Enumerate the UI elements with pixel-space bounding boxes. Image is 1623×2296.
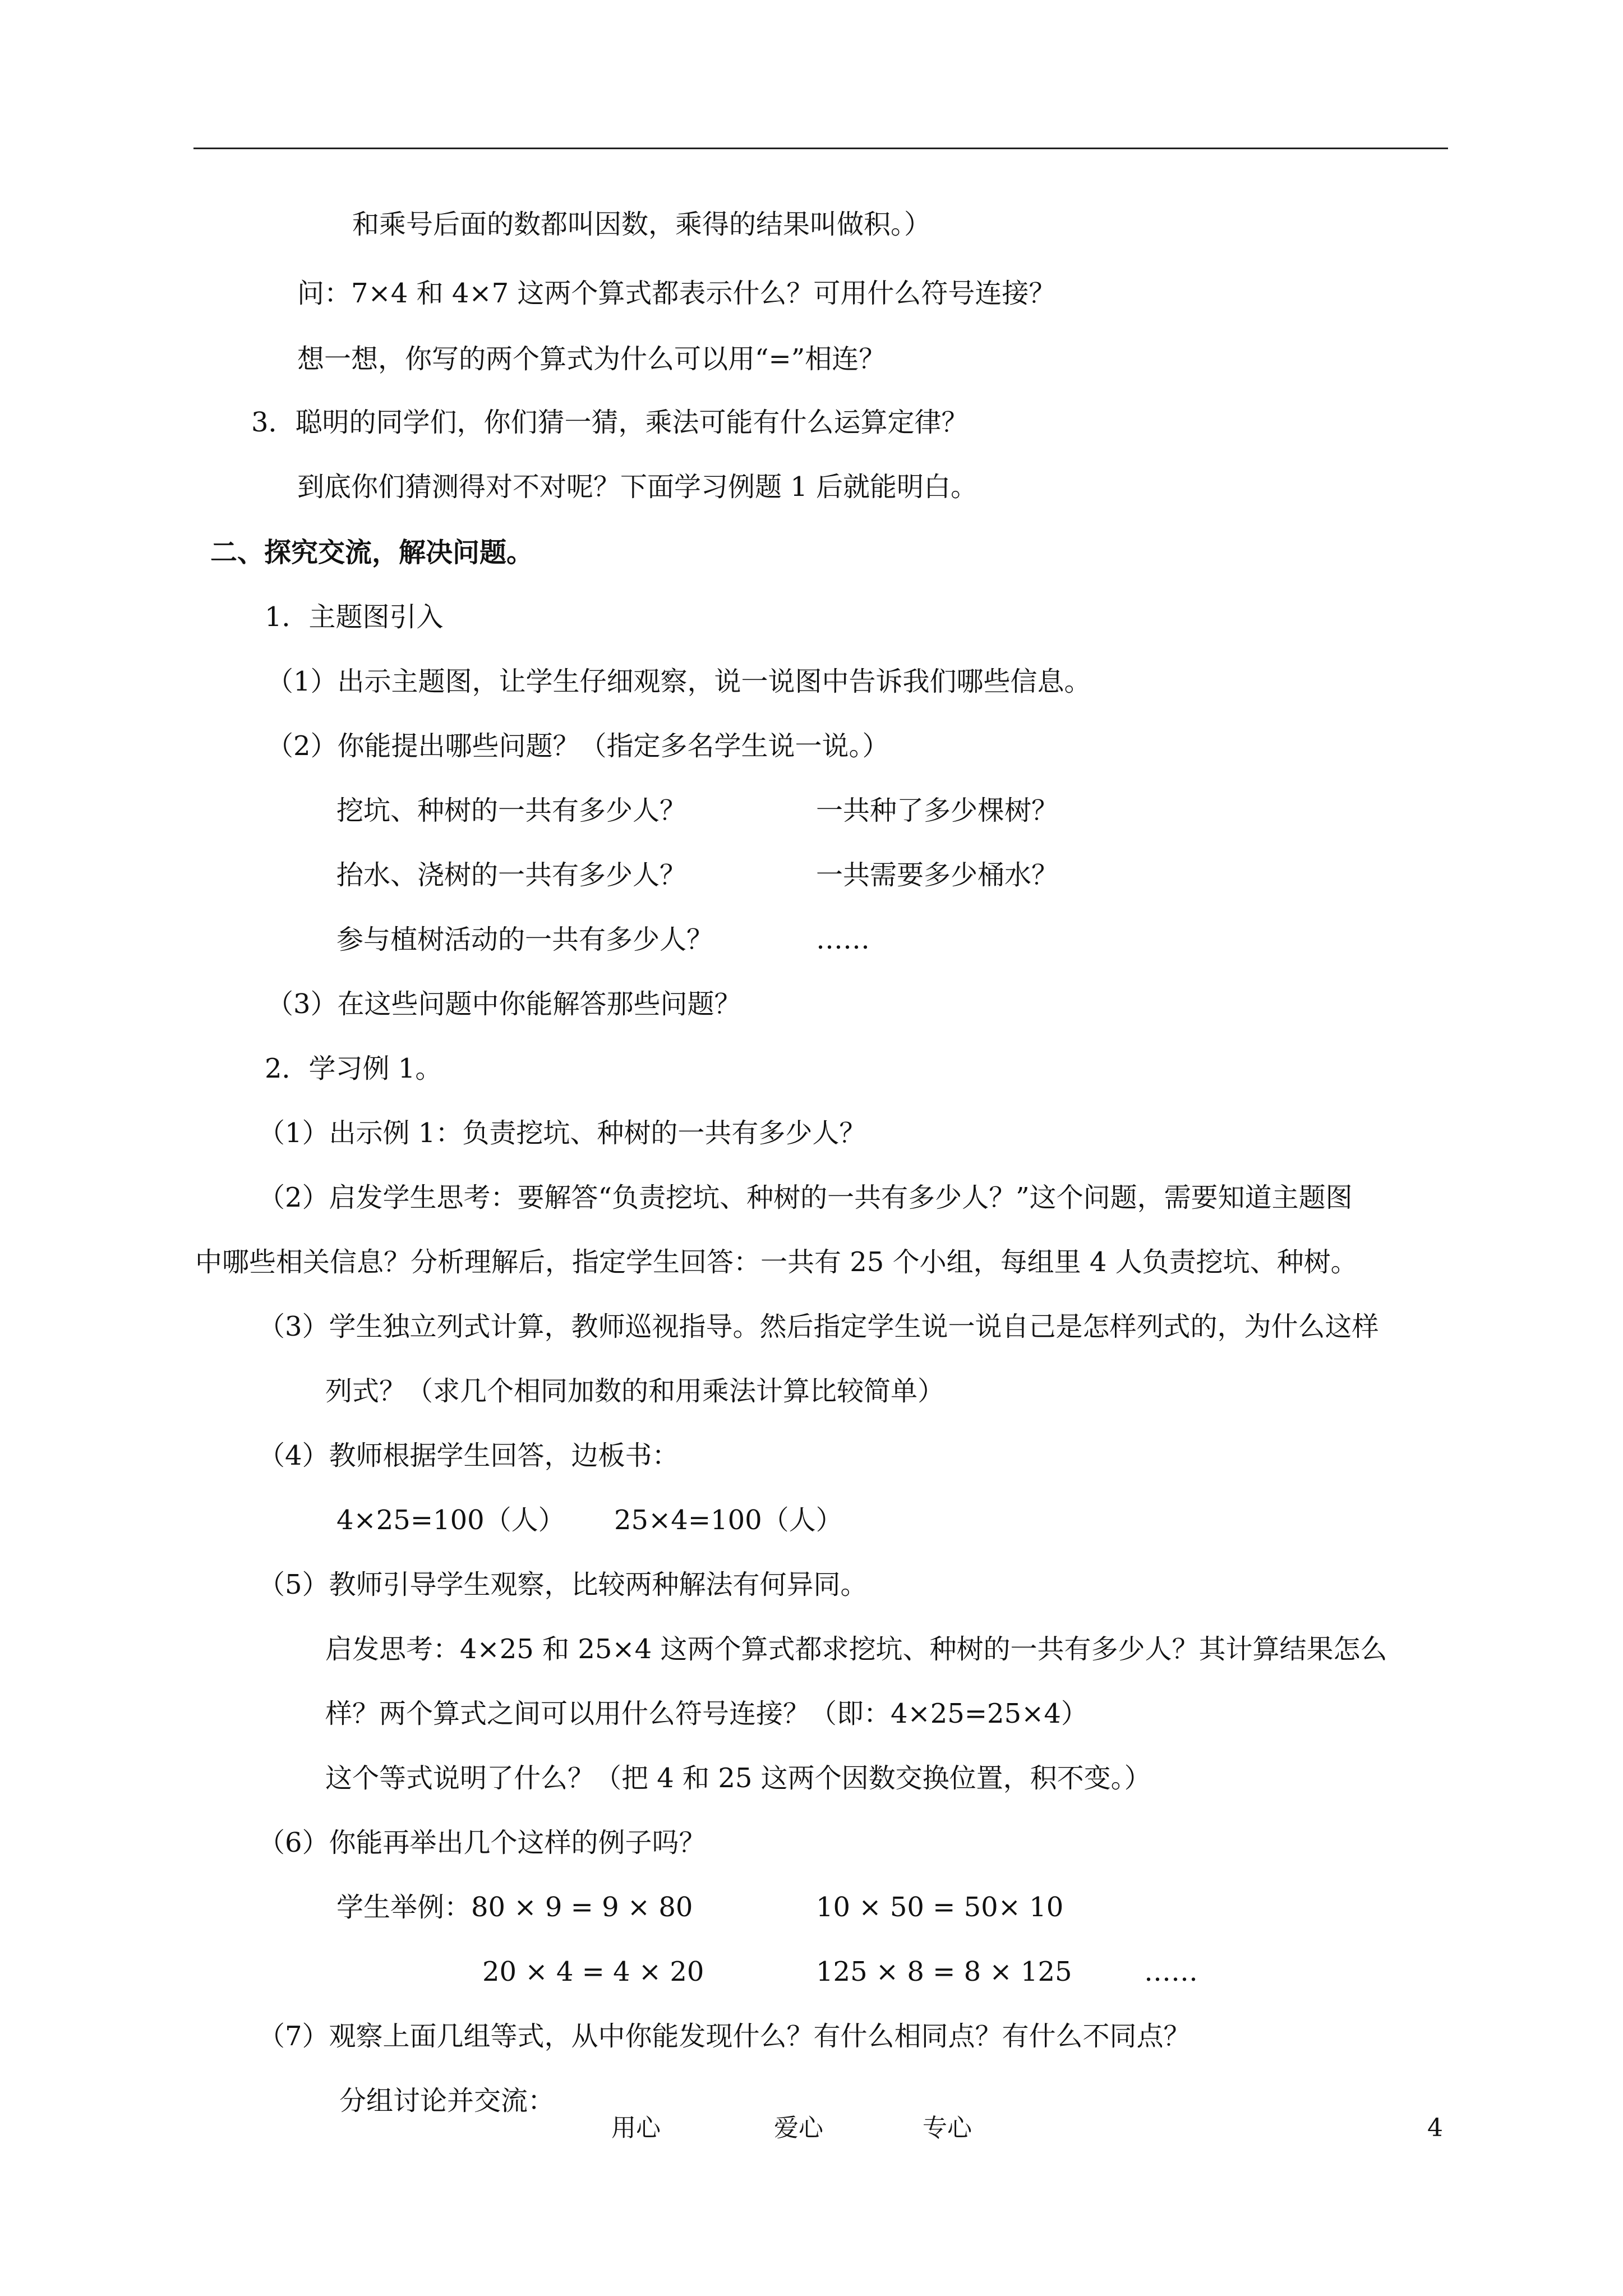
text-line: 1．主题图引入 bbox=[265, 601, 444, 633]
text-line: …… bbox=[816, 924, 870, 955]
text-line: …… bbox=[1144, 1956, 1198, 1987]
text-line: 和乘号后面的数都叫因数，乘得的结果叫做积。） bbox=[352, 209, 932, 240]
text-line: 问：7×4 和 4×7 这两个算式都表示什么？可用什么符号连接？ bbox=[297, 278, 1056, 309]
page-number: 4 bbox=[1427, 2114, 1443, 2142]
text-line: 分组讨论并交流： bbox=[339, 2085, 555, 2116]
formula: 4×25=100（人） bbox=[336, 1504, 565, 1536]
text-line: 参与植树活动的一共有多少人？ bbox=[336, 924, 714, 955]
footer-middle: 爱心 bbox=[774, 2114, 823, 2142]
text-line: （3）在这些问题中你能解答那些问题？ bbox=[266, 988, 741, 1020]
footer-right: 专心 bbox=[923, 2114, 972, 2142]
example: 10 × 50 = 50× 10 bbox=[816, 1892, 1064, 1923]
text-line: （1）出示例 1：负责挖坑、种树的一共有多少人？ bbox=[258, 1117, 866, 1149]
text-line: （7）观察上面几组等式，从中你能发现什么？有什么相同点？有什么不同点？ bbox=[258, 2021, 1191, 2052]
text-line: 挖坑、种树的一共有多少人？ bbox=[336, 795, 687, 826]
text-line: 一共种了多少棵树？ bbox=[816, 795, 1059, 826]
text-line: （6）你能再举出几个这样的例子吗？ bbox=[258, 1827, 706, 1858]
text-line: 一共需要多少桶水？ bbox=[816, 859, 1059, 891]
example: 125 × 8 = 8 × 125 bbox=[816, 1956, 1072, 1987]
text-line: （3）学生独立列式计算，教师巡视指导。然后指定学生说一说自己是怎样列式的，为什么这样 bbox=[258, 1311, 1379, 1342]
text-line: （1）出示主题图，让学生仔细观察，说一说图中告诉我们哪些信息。 bbox=[266, 666, 1091, 697]
footer-left: 用心 bbox=[611, 2114, 661, 2142]
text-line: （2）你能提出哪些问题？（指定多名学生说一说。） bbox=[266, 730, 889, 762]
text-line: 到底你们猜测得对不对呢？下面学习例题 1 后就能明白。 bbox=[297, 471, 978, 503]
section-heading: 二、探究交流，解决问题。 bbox=[210, 537, 534, 568]
text-line: （2）启发学生思考：要解答“负责挖坑、种树的一共有多少人？”这个问题，需要知道主题图 bbox=[258, 1182, 1353, 1213]
text-line: （5）教师引导学生观察，比较两种解法有何异同。 bbox=[258, 1569, 868, 1600]
text-line: 列式？（求几个相同加数的和用乘法计算比较简单） bbox=[325, 1375, 945, 1407]
text-line: （4）教师根据学生回答，边板书： bbox=[258, 1440, 679, 1471]
text-line: 样？两个算式之间可以用什么符号连接？（即：4×25=25×4） bbox=[325, 1698, 1088, 1729]
text-line: 想一想，你写的两个算式为什么可以用“=”相连？ bbox=[297, 343, 886, 375]
text-line: 这个等式说明了什么？（把 4 和 25 这两个因数交换位置，积不变。） bbox=[325, 1763, 1151, 1794]
text-line: 2．学习例 1。 bbox=[265, 1053, 442, 1084]
header-rule bbox=[193, 148, 1448, 149]
example: 学生举例：80 × 9 = 9 × 80 bbox=[336, 1892, 693, 1923]
example: 20 × 4 = 4 × 20 bbox=[482, 1956, 704, 1987]
text-line: 3．聪明的同学们，你们猜一猜，乘法可能有什么运算定律？ bbox=[251, 407, 969, 438]
text-line: 中哪些相关信息？分析理解后，指定学生回答：一共有 25 个小组，每组里 4 人负责挖坑、种树。 bbox=[195, 1246, 1358, 1278]
text-line: 启发思考：4×25 和 25×4 这两个算式都求挖坑、种树的一共有多少人？其计算结果怎么 bbox=[325, 1634, 1387, 1665]
formula: 25×4=100（人） bbox=[614, 1504, 843, 1536]
text-line: 抬水、浇树的一共有多少人？ bbox=[336, 859, 687, 891]
